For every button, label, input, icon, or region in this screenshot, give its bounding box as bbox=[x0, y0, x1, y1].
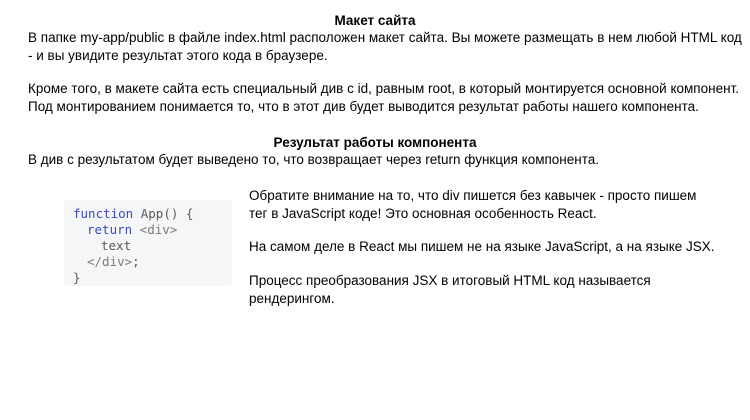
code-line-3 bbox=[101, 238, 131, 254]
code-line-1 bbox=[73, 206, 193, 222]
section-title-layout: Макет сайта bbox=[334, 13, 416, 28]
note-rendering bbox=[249, 272, 729, 308]
text-line: Процесс преобразования JSX в итоговый HTML код называется bbox=[249, 273, 651, 288]
code-text: App() { bbox=[133, 206, 194, 221]
text-line: тег в JavaScript коде! Это основная особенность React. bbox=[249, 206, 597, 221]
code-line-2 bbox=[87, 222, 177, 238]
text-line: Кроме того, в макете сайта есть специальный див с id, равным root, в который монтируется основной компонент. bbox=[28, 81, 739, 96]
text-line: Под монтированием понимается то, что в этот див будет выводится результат работы нашего компонента. bbox=[28, 99, 699, 114]
code-tag: <div> bbox=[132, 222, 178, 237]
paragraph-root-div bbox=[28, 80, 739, 116]
code-line-5 bbox=[73, 270, 81, 286]
text-line: В папке my-app/public в файле index.html расположен макет сайта. Вы можете размещать в нем любой HTML код bbox=[28, 30, 742, 45]
note-jsx-language bbox=[249, 238, 729, 256]
code-keyword: function bbox=[73, 206, 134, 221]
code-text: ; bbox=[132, 254, 140, 269]
code-keyword: return bbox=[87, 222, 133, 237]
code-snippet bbox=[64, 200, 232, 286]
code-text: } bbox=[73, 270, 81, 285]
text-line: - и вы увидите результат этого кода в браузере. bbox=[28, 48, 328, 63]
paragraph-layout-intro bbox=[28, 29, 742, 65]
note-div-without-quotes bbox=[249, 187, 729, 223]
code-tag: </div> bbox=[87, 254, 133, 269]
code-line-4 bbox=[87, 254, 140, 270]
paragraph-return-output bbox=[28, 151, 728, 169]
text-line: В див с результатом будет выведено то, что возвращает через return функция компонента. bbox=[28, 152, 600, 167]
code-text: text bbox=[101, 238, 132, 253]
text-line: Обратите внимание на то, что div пишется без кавычек - просто пишем bbox=[249, 188, 697, 203]
text-line: На самом деле в React мы пишем не на языке JavaScript, а на языке JSX. bbox=[249, 239, 715, 254]
text-line: рендерингом. bbox=[249, 291, 335, 306]
section-title-component-result: Результат работы компонента bbox=[273, 135, 477, 150]
